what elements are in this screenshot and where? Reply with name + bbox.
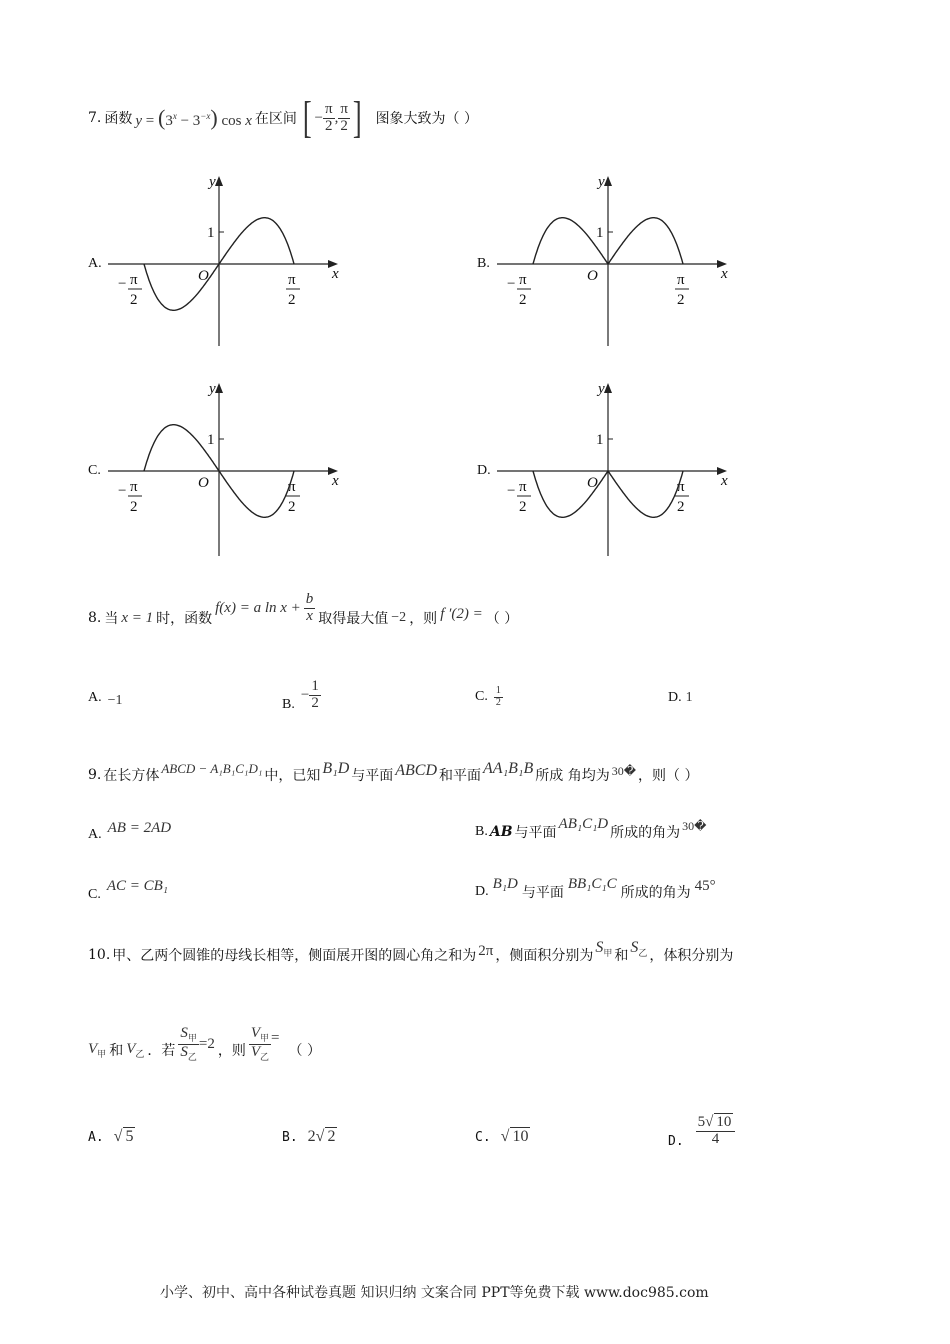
- q8-option-a[interactable]: A. −1: [88, 690, 123, 708]
- left-tick-two: 2: [519, 292, 527, 308]
- q9-option-c[interactable]: C. AC = CB₁: [88, 878, 169, 902]
- q10-stem-line1: 10. 甲、乙两个圆锥的母线长相等，侧面展开图的圆心角之和为 2π ，侧面积分别为 $S_甲$ 和 $S_乙$ ，体积分别为: [88, 938, 734, 964]
- q9-option-b[interactable]: B. AB 与平面 AB₁C₁D 所成的角为 30�: [475, 815, 707, 841]
- page-footer: 小学、初中、高中各种试卷真题 知识归纳 文案合同 PPT等免费下载 www.doc985.com: [160, 1285, 709, 1301]
- origin-label: O: [198, 268, 209, 284]
- y-tick-label-1: 1: [207, 225, 215, 241]
- right-tick-pi: π: [677, 272, 685, 288]
- q9-angle: 30�: [611, 763, 637, 778]
- q8-func: f(x) = a ln x + $\frac{b}{x}$: [215, 590, 314, 624]
- q10-volume-ratio: $\frac{V_甲}{V_乙}$ =: [250, 1025, 280, 1062]
- q7-number: 7.: [88, 110, 102, 126]
- left-tick-pi: π: [519, 272, 527, 288]
- q7-option-a-label: A.: [88, 256, 102, 271]
- right-tick-pi: π: [677, 479, 685, 495]
- x-axis-label: x: [721, 473, 728, 489]
- q8-fprime: f ′(2) =: [440, 605, 483, 622]
- q9-stem: 9. 在长方体 ABCD − A₁B₁C₁D₁ 中，已知 B₁D 与平面 ABCD 和平面 AA₁B₁B 所成 角均为 30� ，则（ ）: [88, 760, 699, 784]
- q9-number: 9.: [88, 767, 102, 783]
- y-tick-label-1: 1: [596, 432, 604, 448]
- q7-func: $y = (3^x - 3^{-x})$ cos x: [135, 105, 252, 130]
- left-tick-pi: π: [130, 272, 138, 288]
- q9-plane1: ABCD: [395, 762, 438, 779]
- y-axis-label: y: [209, 174, 216, 190]
- y-tick-label-1: 1: [207, 432, 215, 448]
- right-tick-pi: π: [288, 479, 296, 495]
- q9-option-a[interactable]: A. AB = 2AD: [88, 820, 172, 842]
- y-axis-label: y: [598, 381, 605, 397]
- q8-paren: （ ）: [485, 611, 519, 627]
- q10-option-d[interactable]: D. $\frac{5√ 10}{4}$: [668, 1106, 735, 1156]
- y-axis-arrow: [604, 176, 612, 186]
- q7-graph-c: [106, 375, 356, 560]
- q7-graph-a: [106, 168, 356, 350]
- q10-area-ratio: $\frac{S_甲}{S_乙}$ =2: [180, 1025, 215, 1062]
- q7-option-b[interactable]: [475, 168, 745, 350]
- q10-number: 10.: [88, 947, 111, 963]
- q7-interval-text: 在区间: [254, 111, 297, 127]
- right-tick-two: 2: [677, 499, 685, 515]
- q9-solid: ABCD − A₁B₁C₁D₁: [161, 761, 263, 776]
- q10-option-a[interactable]: A. √ 5: [88, 1128, 134, 1145]
- left-tick-two: 2: [519, 499, 527, 515]
- y-tick-label-1: 1: [596, 225, 604, 241]
- right-tick-two: 2: [288, 292, 296, 308]
- left-tick-two: 2: [130, 499, 138, 515]
- left-tick-two: 2: [130, 292, 138, 308]
- q7-interval: [ − $\frac{\pi}{2}$ , $\frac{\pi}{2}$ ]: [302, 93, 362, 142]
- x-axis-label: x: [332, 473, 339, 489]
- q8-number: 8.: [88, 610, 102, 626]
- x-axis-label: x: [721, 266, 728, 282]
- q9-option-d[interactable]: D. B₁D 与平面 BB₁C₁C 所成的角为 45°: [475, 875, 716, 901]
- q7-stem-post: 图象大致为（ ）: [375, 111, 479, 127]
- q9-plane2: AA₁B₁B: [483, 760, 534, 777]
- q10-option-c[interactable]: C. √ 10: [475, 1128, 529, 1145]
- y-axis-arrow: [215, 383, 223, 393]
- q8-time: 时，函数: [156, 611, 213, 627]
- q8-option-c[interactable]: C. $\frac{1}{2}$: [475, 685, 501, 708]
- x-axis-label: x: [332, 266, 339, 282]
- q10-option-b[interactable]: B. 2√ 2: [282, 1128, 336, 1145]
- y-axis-arrow: [604, 383, 612, 393]
- y-axis-arrow: [215, 176, 223, 186]
- q7-option-d-label: D.: [477, 463, 491, 478]
- right-tick-two: 2: [677, 292, 685, 308]
- y-axis-label: y: [598, 174, 605, 190]
- q8-cond: x = 1: [121, 609, 154, 626]
- q7-stem-pre: 函数: [104, 111, 133, 127]
- q7-option-a[interactable]: [86, 168, 356, 350]
- q7-graph-d: [495, 375, 745, 560]
- q8-then: ，则: [409, 611, 438, 627]
- q8-max: −2: [391, 610, 407, 625]
- q7-option-d[interactable]: [475, 375, 745, 560]
- left-tick-pi: π: [519, 479, 527, 495]
- q7-option-c[interactable]: [86, 375, 356, 560]
- origin-label: O: [198, 475, 209, 491]
- q7-stem: [88, 93, 479, 142]
- q8-option-b[interactable]: B. − $\frac{1}{2}$: [282, 677, 319, 712]
- q9-line: B₁D: [322, 760, 350, 777]
- q8-option-d[interactable]: D. 1: [668, 690, 693, 705]
- y-axis-label: y: [209, 381, 216, 397]
- left-tick-pi: π: [130, 479, 138, 495]
- left-tick-minus: −: [118, 483, 127, 499]
- right-tick-two: 2: [288, 499, 296, 515]
- origin-label: O: [587, 475, 598, 491]
- q10-stem-line2: $V_甲$ 和 $V_乙$ ．若 $\frac{S_甲}{S_乙}$ =2 ，则 $\frac{V_甲}{V_乙}$ = （ ）: [88, 1025, 321, 1062]
- q8-when: 当: [104, 611, 119, 627]
- q7-option-c-label: C.: [88, 463, 101, 478]
- q7-graph-b: [495, 168, 745, 350]
- left-tick-minus: −: [507, 276, 516, 292]
- origin-label: O: [587, 268, 598, 284]
- q7-option-b-label: B.: [477, 256, 490, 271]
- left-tick-minus: −: [507, 483, 516, 499]
- q8-stem: [88, 590, 519, 638]
- right-tick-pi: π: [288, 272, 296, 288]
- left-tick-minus: −: [118, 276, 127, 292]
- q8-mid: 取得最大值: [318, 611, 389, 627]
